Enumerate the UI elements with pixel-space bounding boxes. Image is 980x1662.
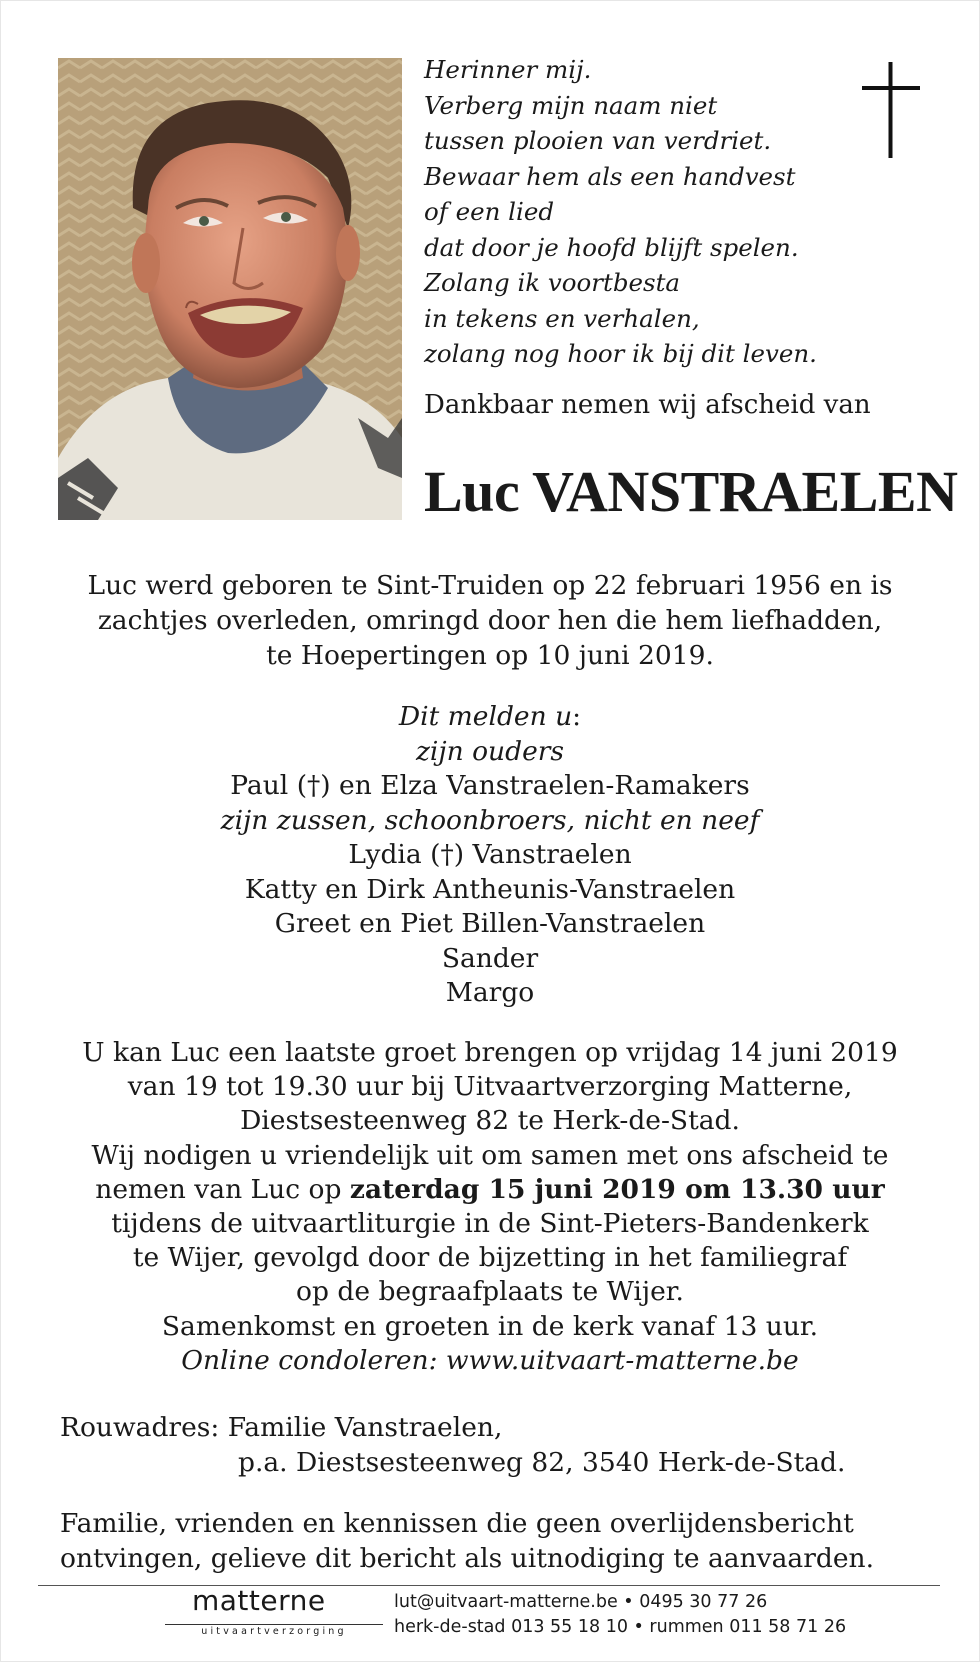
- bio-line: Luc werd geboren te Sint-Truiden op 22 februari 1956 en is: [87, 570, 893, 601]
- contact-info: [394, 1590, 846, 1640]
- siblings-label: zijn zussen, schoonbroers, nicht en neef: [220, 804, 760, 836]
- invite-line: te Wijer, gevolgd door de bijzetting in het familiegraf: [132, 1242, 848, 1274]
- invite-line-date: [40, 1173, 940, 1207]
- mourning-address: [60, 1410, 845, 1480]
- family-list: [40, 700, 940, 1011]
- cross-icon: [862, 62, 920, 158]
- address-line: p.a. Diestsesteenweg 82, 3540 Herk-de-Stad.: [238, 1447, 846, 1478]
- logo-rule: [165, 1624, 383, 1625]
- invite-line: tijdens de uitvaartliturgie in de Sint-Pieters-Bandenkerk: [111, 1208, 869, 1240]
- matterne-logo: matterne: [192, 1584, 326, 1617]
- invite-prefix: nemen van Luc op: [95, 1173, 350, 1205]
- closing-line: Familie, vrienden en kennissen die geen overlijdensbericht: [60, 1508, 854, 1539]
- family-heading: [40, 700, 940, 735]
- poem-line: Herinner mij.: [424, 55, 592, 84]
- intro-text: Dankbaar nemen wij afscheid van: [424, 390, 871, 420]
- service-details: [40, 1036, 940, 1378]
- family-heading-text: Dit melden u: [398, 701, 573, 732]
- sibling-entry: Lydia (†) Vanstraelen: [348, 839, 632, 870]
- visit-line: Diestsesteenweg 82 te Herk-de-Stad.: [240, 1105, 740, 1137]
- poem: [424, 52, 854, 372]
- poem-line: dat door je hoofd blijft spelen.: [424, 232, 799, 262]
- contact-line-phones: herk-de-stad 013 55 18 10 • rummen 011 58 71 26: [394, 1617, 847, 1637]
- parents-label: zijn ouders: [415, 735, 565, 767]
- invite-line: Wij nodigen u vriendelijk uit om samen met ons afscheid te: [91, 1139, 889, 1171]
- closing-line: ontvingen, gelieve dit bericht als uitnodiging te aanvaarden.: [60, 1543, 875, 1574]
- visit-line: van 19 tot 19.30 uur bij Uitvaartverzorging Matterne,: [127, 1071, 853, 1103]
- contact-line-email[interactable]: lut@uitvaart-matterne.be • 0495 30 77 26: [394, 1592, 768, 1612]
- address-line: Rouwadres: Familie Vanstraelen,: [60, 1412, 503, 1443]
- sibling-entry: Sander: [441, 942, 539, 974]
- sibling-entry: Katty en Dirk Antheunis-Vanstraelen: [244, 873, 736, 905]
- sibling-entry: Margo: [445, 977, 535, 1008]
- biography: [40, 568, 940, 673]
- poem-line: of een lied: [424, 197, 555, 226]
- deceased-name: Luc VANSTRAELEN: [424, 459, 958, 524]
- parents-names: Paul (†) en Elza Vanstraelen-Ramakers: [230, 770, 750, 801]
- poem-line: Verberg mijn naam niet: [424, 90, 718, 120]
- family-heading-colon: :: [572, 701, 582, 732]
- funeral-date: zaterdag 15 juni 2019 om 13.30 uur: [349, 1173, 885, 1205]
- poem-line: in tekens en verhalen,: [424, 303, 700, 333]
- bio-line: zachtjes overleden, omringd door hen die hem liefhadden,: [97, 605, 883, 636]
- poem-line: tussen plooien van verdriet.: [424, 126, 772, 155]
- online-condolences-link[interactable]: Online condoleren: www.uitvaart-matterne.be: [181, 1344, 799, 1376]
- invite-line: op de begraafplaats te Wijer.: [296, 1276, 684, 1308]
- visit-line: U kan Luc een laatste groet brengen op vrijdag 14 juni 2019: [82, 1037, 898, 1068]
- poem-line: Bewaar hem als een handvest: [424, 161, 796, 191]
- invite-line: Samenkomst en groeten in de kerk vanaf 13 uur.: [161, 1310, 819, 1342]
- poem-line: zolang nog hoor ik bij dit leven.: [424, 339, 817, 368]
- footer-divider: [38, 1585, 940, 1586]
- bio-line: te Hoepertingen op 10 juni 2019.: [266, 640, 714, 671]
- closing-note: [60, 1506, 874, 1576]
- logo-subtitle: uitvaartverzorging: [201, 1626, 347, 1637]
- sibling-entry: Greet en Piet Billen-Vanstraelen: [274, 908, 706, 939]
- poem-line: Zolang ik voortbesta: [424, 268, 681, 297]
- portrait-photo: [58, 58, 402, 520]
